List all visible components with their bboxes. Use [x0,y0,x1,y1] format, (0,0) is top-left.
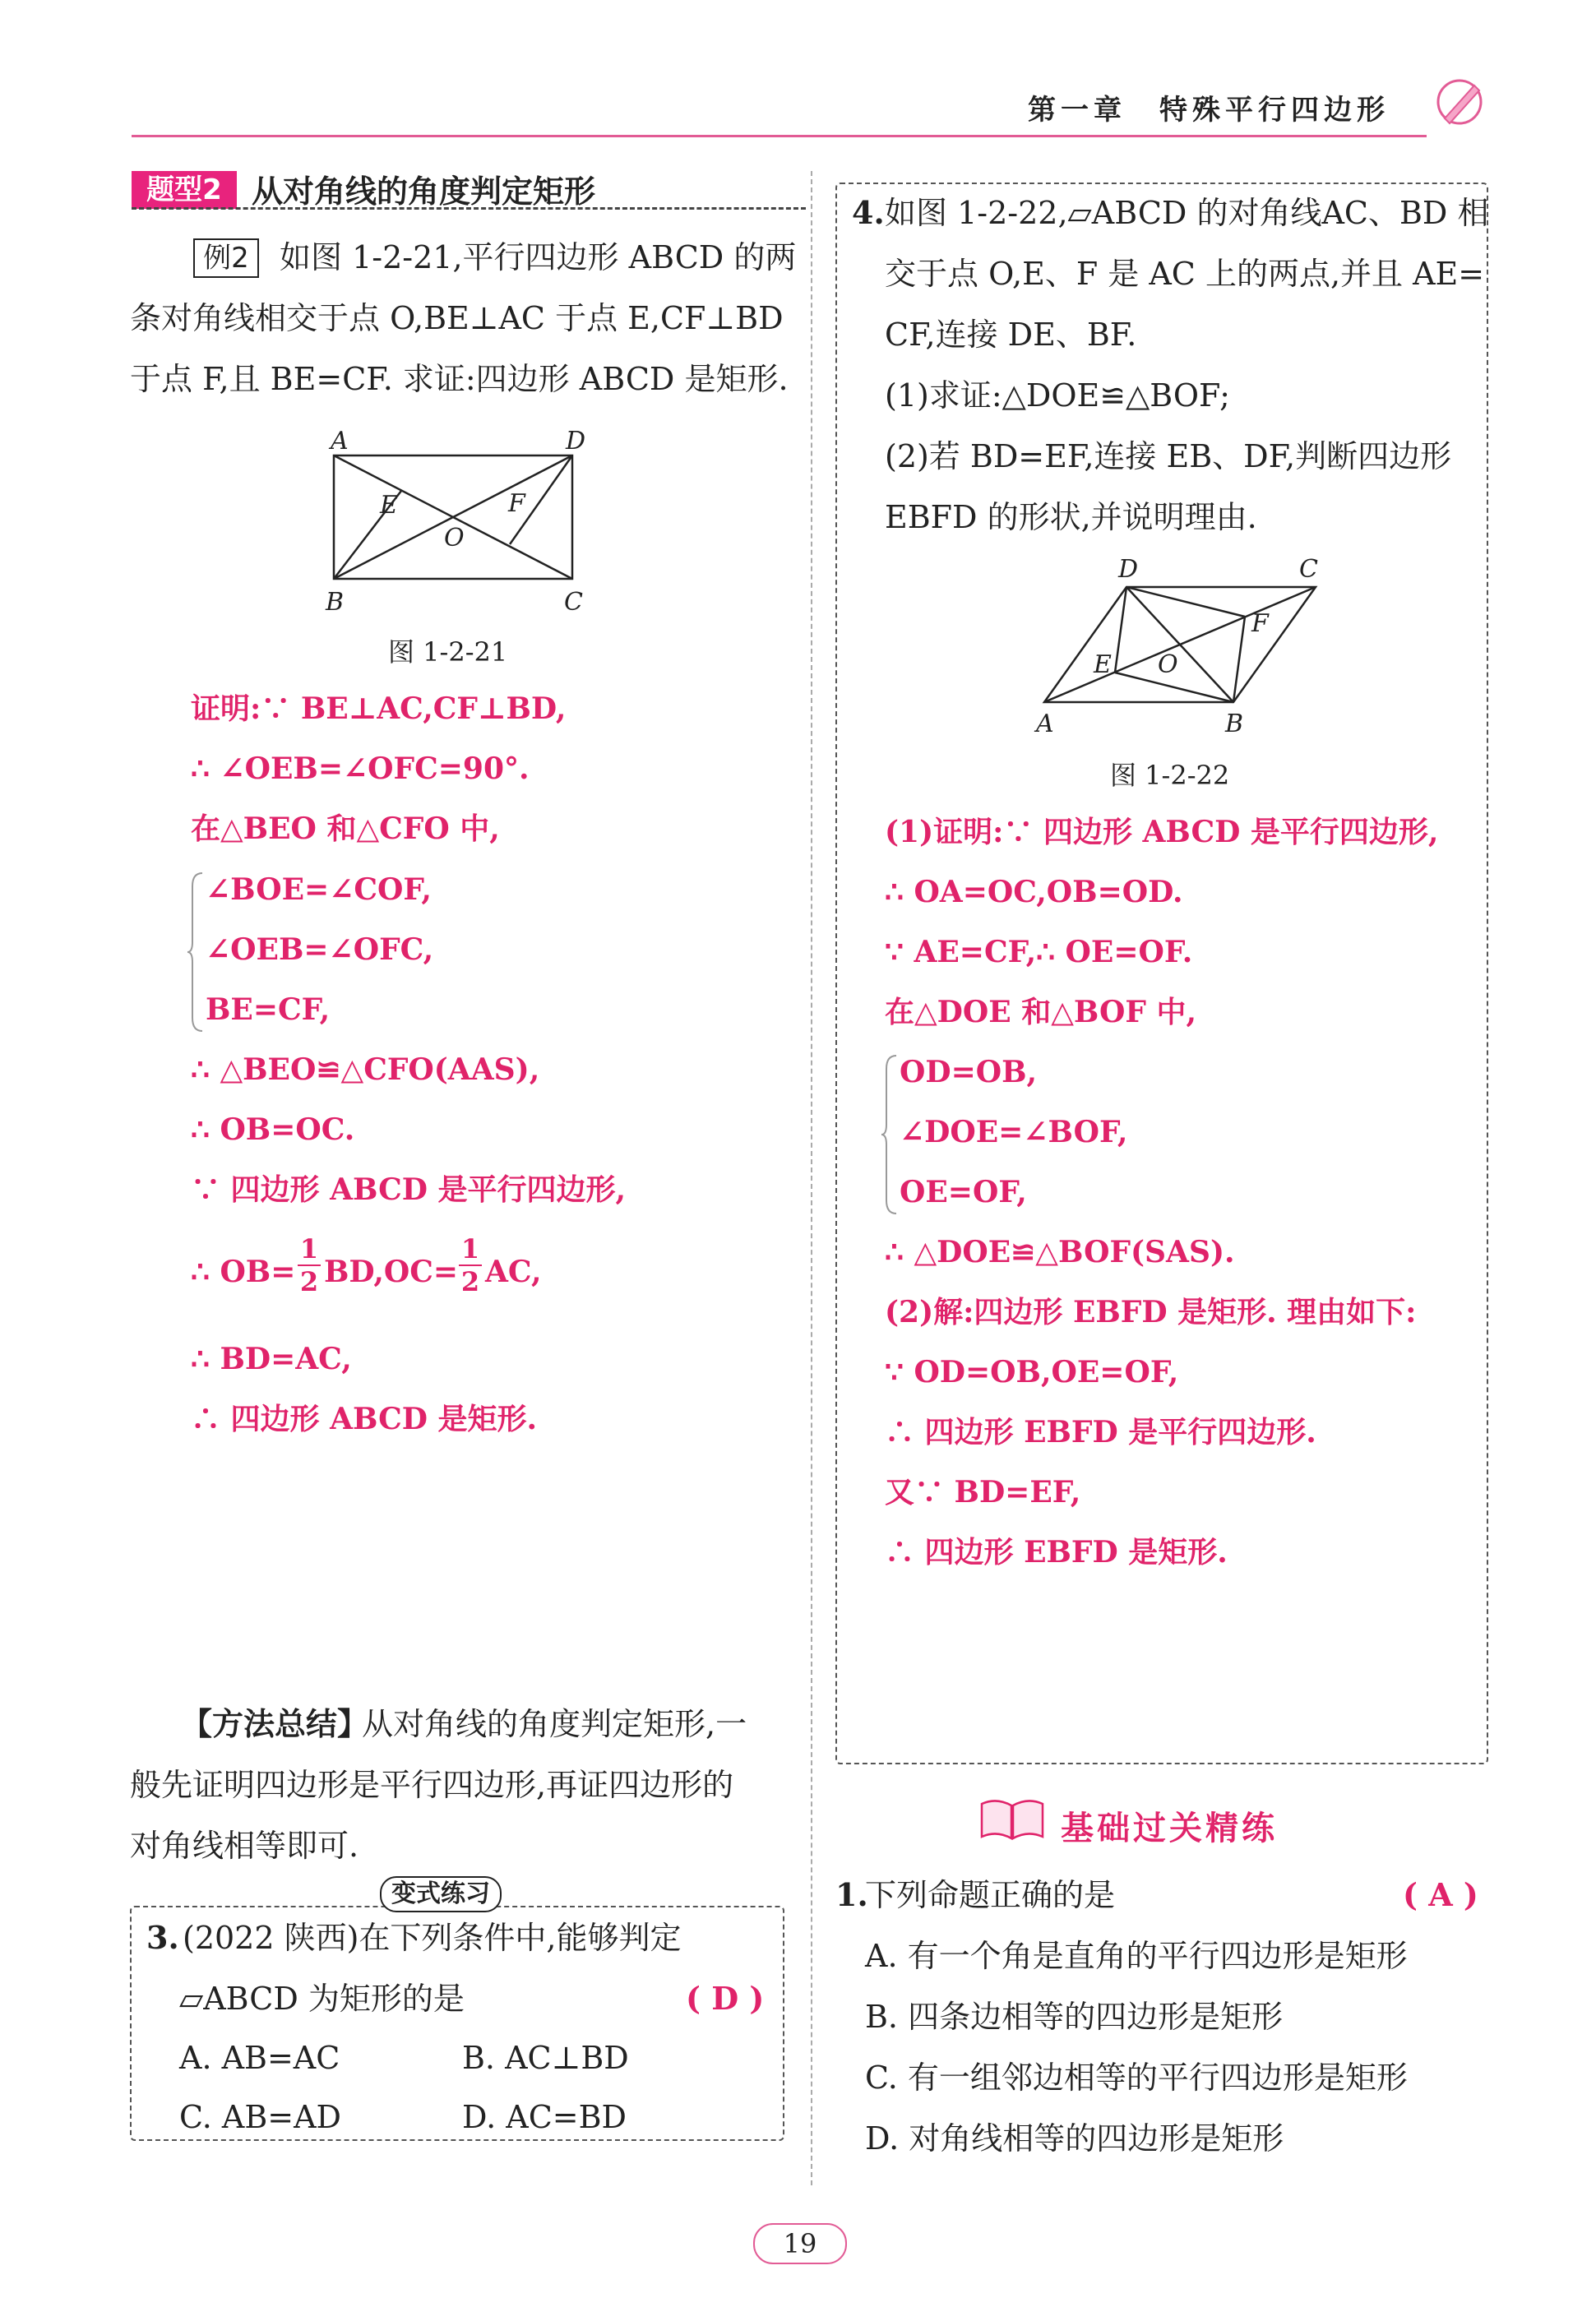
fig1-label-e: E [380,491,398,520]
basics-q1-answer: ( A ) [1403,1876,1478,1913]
proof-line-10b: BD,OC= [324,1255,459,1289]
q4-solution-9: (2)解:四边形 EBFD 是矩形. 理由如下: [885,1295,1417,1329]
q4-solution-12: 又∵ BD=EF, [885,1475,1081,1509]
q4-number: 4. [852,194,885,231]
q4-solution-2: ∴ OA=OC,OB=OD. [885,875,1183,909]
q4-line-1: 如图 1-2-22,▱ABCD 的对角线AC、BD 相 [885,195,1489,231]
fraction-2 [459,1233,482,1297]
q4-solution-8: ∴ △DOE≌△BOF(SAS). [885,1235,1235,1269]
proof-line-3: 在△BEO 和△CFO 中, [191,811,500,846]
proof-line-1: 证明:∵ BE⊥AC,CF⊥BD, [191,691,567,726]
method-line-3: 对角线相等即可. [130,1828,359,1864]
figure-1-2-21 [312,421,608,618]
column-divider [811,171,812,2185]
method-line-2: 般先证明四边形是平行四边形,再证四边形的 [130,1767,734,1803]
q4-solution-3: ∵ AE=CF,∴ OE=OF. [885,935,1193,969]
page-number: 19 [753,2223,847,2264]
figure-1-2-22-caption: 图 1-2-22 [1110,760,1230,791]
variant-practice-badge: 变式练习 [380,1876,502,1912]
q3-line-2: ▱ABCD 为矩形的是 [179,1981,465,2017]
fraction-1-num: 1 [299,1233,319,1264]
q3-option-b[interactable]: B. AC⊥BD [462,2040,629,2076]
method-label: 【方法总结】 [181,1706,369,1742]
fig2-label-f: F [1251,609,1269,638]
q4-solution-13: ∴ 四边形 EBFD 是矩形. [885,1535,1228,1570]
solution-brace-icon [880,1052,900,1217]
fig1-label-b: B [326,588,345,617]
fraction-1-den: 2 [298,1264,321,1297]
fig2-label-o: O [1158,650,1178,679]
proof-line-2: ∴ ∠OEB=∠OFC=90°. [191,751,530,786]
fig2-label-a: A [1036,710,1054,738]
example-line-1: 如图 1-2-21,平行四边形 ABCD 的两 [280,239,797,275]
q4-line-2: 交于点 O,E、F 是 AC 上的两点,并且 AE= [885,256,1485,292]
q4-solution-10: ∵ OD=OB,OE=OF, [885,1355,1179,1389]
proof-line-12: ∴ 四边形 ABCD 是矩形. [191,1402,538,1436]
proof-line-11: ∴ BD=AC, [191,1342,352,1376]
q3-option-c[interactable]: C. AB=AD [179,2099,341,2135]
proof-line-10c: AC, [485,1255,542,1289]
open-book-icon [978,1796,1046,1842]
q3-option-d[interactable]: D. AC=BD [462,2099,627,2135]
chapter-header: 第一章 特殊平行四边形 [1028,94,1390,127]
figure-1-2-22 [1028,552,1340,742]
basics-q1-option-b[interactable]: B. 四条边相等的四边形是矩形 [865,1999,1284,2035]
fig2-label-b: B [1225,710,1244,738]
fig1-label-a: A [331,427,349,455]
proof-line-4: ∠BOE=∠COF, [206,872,432,907]
proof-brace-icon [186,870,206,1034]
q3-answer: ( D ) [686,1980,765,2017]
method-line-1: 从对角线的角度判定矩形,一 [362,1706,747,1742]
basics-q1-option-a[interactable]: A. 有一个角是直角的平行四边形是矩形 [865,1938,1408,1974]
proof-line-9: ∵ 四边形 ABCD 是平行四边形, [191,1172,627,1207]
q3-option-a[interactable]: A. AB=AC [179,2040,340,2076]
section-badge: 题型2 [132,171,237,209]
basics-q1-option-d[interactable]: D. 对角线相等的四边形是矩形 [865,2120,1284,2157]
section-divider [132,207,806,210]
q4-solution-7: OE=OF, [900,1175,1027,1209]
fig1-label-c: C [564,588,583,617]
proof-line-6: BE=CF, [206,992,331,1027]
basics-section-title: 基础过关精练 [1061,1810,1278,1847]
fraction-2-den: 2 [459,1264,482,1297]
fig1-label-f: F [508,489,525,518]
q4-solution-4: 在△DOE 和△BOF 中, [885,995,1197,1029]
proof-line-8: ∴ OB=OC. [191,1112,355,1147]
q4-line-6: EBFD 的形状,并说明理由. [885,499,1257,535]
example-line-3: 于点 F,且 BE=CF. 求证:四边形 ABCD 是矩形. [130,361,789,397]
fig2-label-e: E [1094,650,1112,679]
basics-q1-text: 下列命题正确的是 [865,1877,1116,1913]
q4-solution-1: (1)证明:∵ 四边形 ABCD 是平行四边形, [885,815,1439,849]
section-title: 从对角线的角度判定矩形 [252,173,596,210]
proof-line-7: ∴ △BEO≌△CFO(AAS), [191,1052,540,1087]
fig2-label-d: D [1118,555,1139,584]
proof-line-10a: ∴ OB= [191,1255,296,1289]
q4-solution-6: ∠DOE=∠BOF, [900,1115,1128,1149]
fraction-2-num: 1 [460,1233,480,1264]
fig2-label-c: C [1299,555,1318,584]
q4-line-3: CF,连接 DE、BF. [885,317,1137,353]
q4-solution-11: ∴ 四边形 EBFD 是平行四边形. [885,1415,1316,1449]
basics-q1-number: 1. [835,1876,868,1913]
figure-1-2-21-caption: 图 1-2-21 [388,636,508,668]
pencil-decoration-icon [1427,69,1492,135]
header-rule [132,135,1427,137]
proof-line-5: ∠OEB=∠OFC, [206,932,434,967]
q4-line-5: (2)若 BD=EF,连接 EB、DF,判断四边形 [885,438,1452,474]
example-line-2: 条对角线相交于点 O,BE⊥AC 于点 E,CF⊥BD [130,300,784,336]
basics-q1-option-c[interactable]: C. 有一组邻边相等的平行四边形是矩形 [865,2060,1408,2096]
fig1-label-d: D [566,427,586,455]
q4-solution-5: OD=OB, [900,1055,1038,1089]
example-label: 例2 [193,238,259,278]
q4-line-4: (1)求证:△DOE≌△BOF; [885,377,1230,414]
q3-line-1: (2022 陕西)在下列条件中,能够判定 [183,1920,682,1956]
fraction-1 [298,1233,321,1297]
q3-number: 3. [146,1919,179,1956]
fig1-label-o: O [444,524,465,552]
